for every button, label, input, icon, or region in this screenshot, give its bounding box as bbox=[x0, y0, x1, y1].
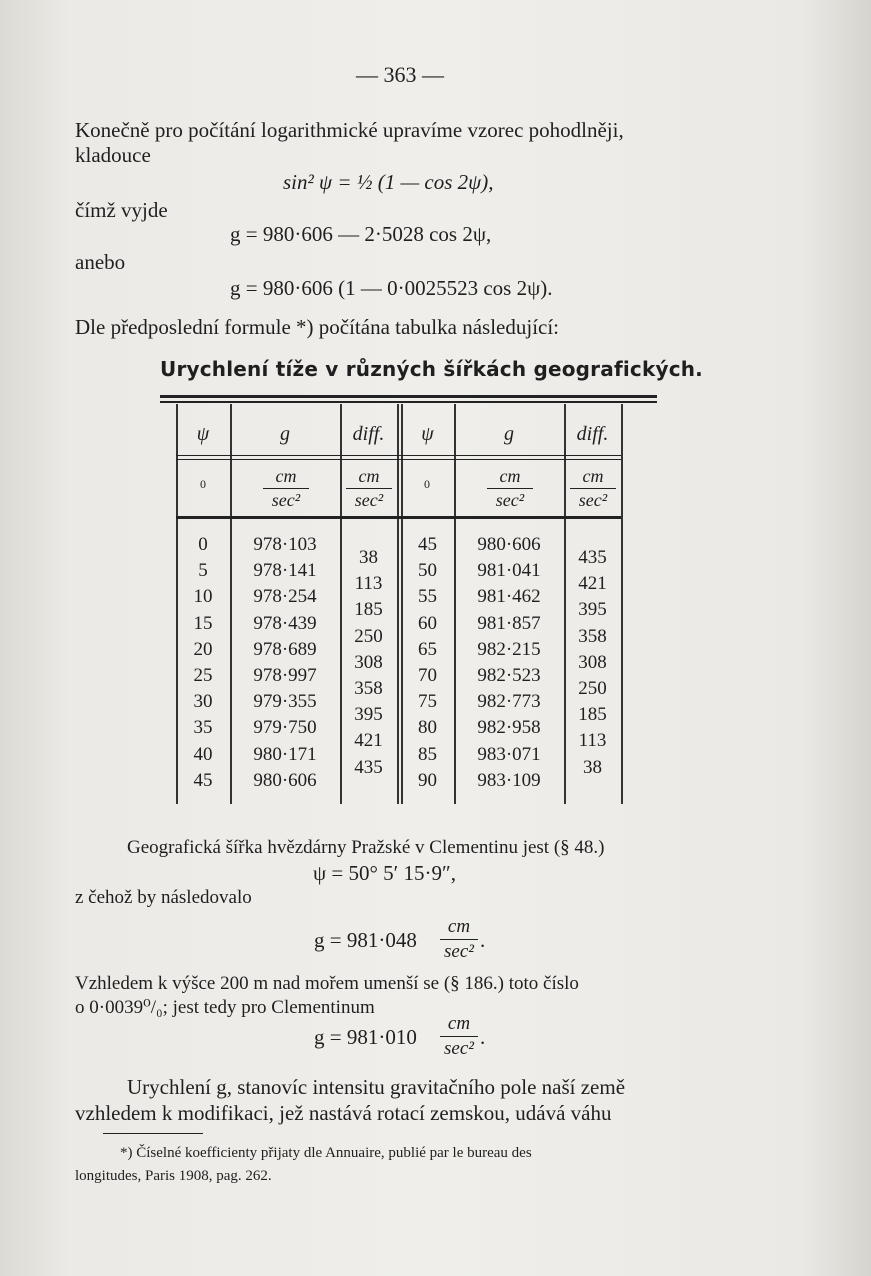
footnote-line-1: *) Číselné koefficienty přijaty dle Annuaire, publié par le bureau des bbox=[120, 1145, 532, 1161]
right-psi-cell: 75 bbox=[418, 691, 437, 713]
left-g-cell: 979·750 bbox=[253, 717, 317, 739]
right-diff-cell: 38 bbox=[583, 756, 602, 778]
unit-diff-left: cm sec² bbox=[346, 466, 392, 511]
left-psi-cell: 35 bbox=[193, 717, 213, 739]
right-g-cell: 983·109 bbox=[477, 769, 541, 791]
right-psi-cell: 85 bbox=[418, 743, 437, 765]
table-vline-6 bbox=[621, 404, 623, 804]
col-right-g bbox=[454, 532, 564, 794]
right-diff-cell: 435 bbox=[578, 547, 607, 568]
table-title: Urychlení tíže v různých šířkách geografických. bbox=[160, 357, 703, 381]
left-psi-cell: 40 bbox=[193, 743, 213, 765]
paragraph-line-1: Urychlení g, stanovíc intensitu gravitačního pole naší země bbox=[127, 1075, 626, 1099]
formula-unit-1: cm sec² bbox=[440, 916, 478, 963]
left-diff-cell: 358 bbox=[354, 678, 383, 700]
left-g-cell: 978·141 bbox=[253, 560, 317, 582]
formula-g-factor: g = 980·606 (1 — 0·0025523 cos 2ψ). bbox=[230, 276, 553, 300]
right-g-cell: 980·606 bbox=[477, 534, 541, 555]
right-g-cell: 981·041 bbox=[477, 560, 541, 582]
left-psi-cell: 15 bbox=[193, 612, 213, 634]
right-diff-cell: 185 bbox=[578, 704, 607, 726]
col-left-psi bbox=[176, 532, 230, 794]
header-g-right: g bbox=[504, 423, 514, 445]
right-psi-cell: 60 bbox=[418, 612, 437, 634]
intro-line-5: Dle předposlední formule *) počítána tabulka následující: bbox=[75, 315, 560, 339]
right-diff-cell: 421 bbox=[578, 573, 607, 595]
left-g-cell: 979·355 bbox=[253, 691, 317, 713]
unit-degree-left: 0 bbox=[200, 477, 206, 491]
table-vline-3a bbox=[397, 404, 399, 804]
col-left-g bbox=[230, 532, 340, 794]
right-diff-cell: 250 bbox=[578, 678, 607, 700]
header-rule-1 bbox=[176, 455, 621, 456]
right-psi-cell: 80 bbox=[418, 717, 437, 739]
unit-diff-right: cm sec² bbox=[570, 466, 616, 511]
right-diff-cell: 395 bbox=[578, 599, 607, 621]
left-diff-cell: 185 bbox=[354, 599, 383, 621]
formula-end-1: . bbox=[480, 928, 486, 952]
right-g-cell: 982·773 bbox=[477, 691, 541, 713]
right-g-cell: 982·215 bbox=[477, 638, 541, 660]
table-top-rule-1 bbox=[160, 395, 657, 398]
formula-g-cos: g = 980·606 — 2·5028 cos 2ψ, bbox=[230, 222, 492, 246]
left-g-cell: 978·254 bbox=[253, 586, 317, 608]
col-right-psi bbox=[401, 532, 454, 794]
right-psi-cell: 65 bbox=[418, 638, 437, 660]
col-left-diff bbox=[340, 545, 397, 781]
header-g-left: g bbox=[280, 423, 290, 445]
right-psi-cell: 90 bbox=[418, 769, 437, 791]
right-psi-cell: 50 bbox=[418, 560, 437, 582]
header-psi-right: ψ bbox=[421, 423, 434, 445]
table-top-rule-2 bbox=[160, 401, 657, 403]
right-g-cell: 981·857 bbox=[477, 612, 541, 634]
left-psi-cell: 5 bbox=[198, 560, 208, 582]
right-g-cell: 982·958 bbox=[477, 717, 541, 739]
paragraph-line-2: vzhledem k modifikaci, jež nastává rotací zemskou, udává váhu bbox=[75, 1101, 612, 1125]
formula-g-clementinum-2: g = 981·010 bbox=[314, 1025, 417, 1049]
unit-g-right: cm sec² bbox=[487, 466, 533, 511]
right-g-cell: 982·523 bbox=[477, 665, 541, 687]
left-diff-cell: 38 bbox=[359, 547, 378, 568]
header-diff-left: diff. bbox=[352, 423, 385, 445]
left-diff-cell: 113 bbox=[354, 573, 383, 595]
intro-line-3: čímž vyjde bbox=[75, 198, 168, 222]
left-diff-cell: 395 bbox=[354, 704, 383, 726]
footnote-line-2: longitudes, Paris 1908, pag. 262. bbox=[75, 1168, 272, 1184]
unit-degree-right: 0 bbox=[424, 477, 430, 491]
right-g-cell: 981·462 bbox=[477, 586, 541, 608]
formula-g-clementinum-1: g = 981·048 bbox=[314, 928, 417, 952]
left-psi-cell: 30 bbox=[193, 691, 213, 713]
formula-sin2: sin² ψ = ½ (1 — cos 2ψ), bbox=[283, 170, 494, 194]
after-line-3: Vzhledem k výšce 200 m nad mořem umenší se (§ 186.) toto číslo bbox=[75, 973, 579, 994]
after-line-1: Geografická šířka hvězdárny Pražské v Clementinu jest (§ 48.) bbox=[127, 837, 605, 858]
data-top-rule bbox=[176, 516, 621, 519]
left-diff-cell: 421 bbox=[354, 730, 383, 752]
left-psi-cell: 0 bbox=[198, 534, 208, 555]
col-right-diff bbox=[564, 545, 621, 781]
left-g-cell: 978·103 bbox=[253, 534, 317, 555]
left-psi-cell: 25 bbox=[193, 665, 213, 687]
left-g-cell: 980·606 bbox=[253, 769, 317, 791]
formula-unit-2: cm sec² bbox=[440, 1013, 478, 1060]
left-g-cell: 978·439 bbox=[253, 612, 317, 634]
left-g-cell: 978·689 bbox=[253, 638, 317, 660]
intro-line-1: Konečně pro počítání logarithmické upravíme vzorec pohodlněji, bbox=[75, 118, 624, 142]
header-rule-2 bbox=[176, 459, 621, 460]
right-psi-cell: 45 bbox=[418, 534, 437, 555]
left-psi-cell: 20 bbox=[193, 638, 213, 660]
left-psi-cell: 10 bbox=[193, 586, 213, 608]
header-diff-right: diff. bbox=[576, 423, 609, 445]
left-psi-cell: 45 bbox=[193, 769, 213, 791]
right-diff-cell: 113 bbox=[578, 730, 607, 752]
after-line-4: o 0·0039⁰/₀; jest tedy pro Clementinum bbox=[75, 997, 375, 1018]
left-diff-cell: 435 bbox=[354, 756, 383, 778]
page-number: — 363 — bbox=[356, 62, 444, 87]
formula-end-2: . bbox=[480, 1025, 486, 1049]
left-g-cell: 978·997 bbox=[253, 665, 317, 687]
right-g-cell: 983·071 bbox=[477, 743, 541, 765]
right-psi-cell: 70 bbox=[418, 665, 437, 687]
left-diff-cell: 250 bbox=[354, 625, 383, 647]
intro-line-4: anebo bbox=[75, 250, 126, 274]
unit-g-left: cm sec² bbox=[263, 466, 309, 511]
header-psi-left: ψ bbox=[196, 423, 210, 445]
left-diff-cell: 308 bbox=[354, 651, 383, 673]
intro-line-2: kladouce bbox=[75, 143, 151, 167]
right-psi-cell: 55 bbox=[418, 586, 437, 608]
left-g-cell: 980·171 bbox=[253, 743, 317, 765]
right-diff-cell: 308 bbox=[578, 651, 607, 673]
right-diff-cell: 358 bbox=[578, 625, 607, 647]
after-line-2: z čehož by následovalo bbox=[75, 887, 252, 908]
footnote-rule bbox=[103, 1133, 203, 1134]
formula-latitude: ψ = 50° 5′ 15·9″, bbox=[313, 861, 456, 885]
